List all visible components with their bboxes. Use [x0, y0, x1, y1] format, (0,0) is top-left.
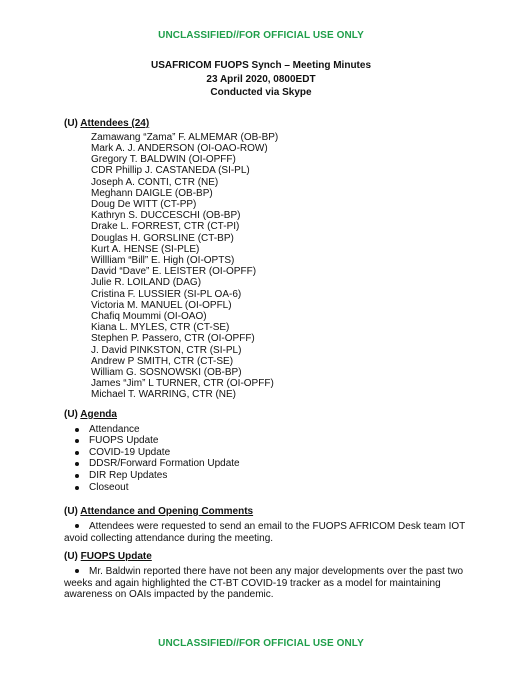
classification-banner-bottom: UNCLASSIFIED//FOR OFFICIAL USE ONLY: [158, 638, 364, 649]
attendee-name: Douglas H. GORSLINE (CT-BP): [91, 232, 234, 244]
fuops-paragraph: [64, 566, 484, 601]
bullet-icon: [75, 451, 79, 455]
attendee-name: Stephen P. Passero, CTR (OI-OPFF): [91, 333, 255, 345]
bullet-icon: [75, 462, 79, 466]
agenda-item: [64, 482, 484, 494]
agenda-section: [64, 409, 484, 493]
attendees-heading: [64, 118, 484, 130]
agenda-item: [64, 458, 484, 470]
bullet-icon: [75, 439, 79, 443]
fuops-heading: [64, 551, 484, 563]
bullet-icon: [75, 524, 79, 528]
attendee-name: CDR Phillip J. CASTANEDA (SI-PL): [91, 165, 250, 177]
attendee-name: Kiana L. MYLES, CTR (CT-SE): [91, 322, 230, 334]
agenda-item: [64, 424, 484, 436]
document-title-block: [0, 59, 522, 100]
attendance-text: Attendees were requested to send an email to the FUOPS AFRICOM Desk team IOT avoid collecting attendance during the meeting.: [64, 520, 466, 544]
attendees-heading-text: Attendees (24): [80, 118, 150, 129]
attendee-name: Andrew P SMITH, CTR (CT-SE): [91, 355, 234, 367]
attendee-list: [91, 132, 484, 401]
attendee-name: Zamawang “Zama” F. ALMEMAR (OB-BP): [91, 131, 279, 143]
bullet-icon: [75, 474, 79, 478]
attendee-name: Gregory T. BALDWIN (OI-OPFF): [91, 154, 236, 166]
attendee-name: Cristina F. LUSSIER (SI-PL OA-6): [91, 288, 242, 300]
agenda-heading-prefix: (U): [64, 409, 81, 420]
attendee-name: William G. SOSNOWSKI (OB-BP): [91, 366, 242, 378]
attendee-name: Meghann DAIGLE (OB-BP): [91, 187, 213, 199]
attendee-name: Doug De WITT (CT-PP): [91, 198, 197, 210]
agenda-item-label: FUOPS Update: [89, 435, 159, 447]
attendee-name: Willliam “Bill” E. High (OI-OPTS): [91, 254, 235, 266]
fuops-heading-text: FUOPS Update: [80, 551, 152, 562]
agenda-heading-text: Agenda: [80, 409, 117, 420]
agenda-item: [64, 470, 484, 482]
attendees-heading-prefix: (U): [64, 118, 81, 129]
attendance-heading-text: Attendance and Opening Comments: [80, 506, 254, 517]
bullet-icon: [75, 486, 79, 490]
attendee-name: Victoria M. MANUEL (OI-OPFL): [91, 299, 232, 311]
agenda-item-label: COVID-19 Update: [89, 446, 171, 458]
document-title: USAFRICOM FUOPS Synch – Meeting Minutes: [150, 60, 372, 71]
fuops-heading-prefix: (U): [64, 551, 81, 562]
attendance-heading: [64, 506, 484, 518]
agenda-item-label: DIR Rep Updates: [89, 470, 168, 482]
bullet-icon: [75, 428, 79, 432]
attendee-name: David “Dave” E. LEISTER (OI-OPFF): [91, 266, 257, 278]
attendee-name: Julie R. LOILAND (DAG): [91, 277, 202, 289]
meeting-medium: Conducted via Skype: [210, 87, 312, 98]
fuops-section: [64, 551, 484, 601]
attendees-section: [64, 118, 484, 401]
agenda-list: [64, 424, 484, 494]
attendee-name: Kurt A. HENSE (SI-PLE): [91, 243, 200, 255]
attendee-name: Drake L. FORREST, CTR (CT-PI): [91, 221, 240, 233]
agenda-item-label: DDSR/Forward Formation Update: [89, 458, 240, 470]
bullet-icon: [75, 569, 79, 573]
attendee-name: James “Jim” L TURNER, CTR (OI-OPFF): [91, 378, 274, 390]
attendee-name: Michael T. WARRING, CTR (NE): [91, 389, 237, 401]
agenda-heading: [64, 409, 484, 421]
meeting-date: 23 April 2020, 0800EDT: [206, 73, 316, 85]
attendee-name: Mark A. J. ANDERSON (OI-OAO-ROW): [91, 142, 268, 154]
attendee-name: Chafiq Moummi (OI-OAO): [91, 310, 207, 322]
attendance-paragraph: [64, 521, 484, 545]
agenda-item-label: Closeout: [89, 481, 129, 493]
attendance-heading-prefix: (U): [64, 506, 81, 517]
attendance-section: [64, 506, 484, 544]
agenda-item: [64, 447, 484, 459]
agenda-item: [64, 435, 484, 447]
attendee-name: J. David PINKSTON, CTR (SI-PL): [91, 344, 242, 356]
classification-banner-top: UNCLASSIFIED//FOR OFFICIAL USE ONLY: [158, 30, 364, 41]
fuops-text: Mr. Baldwin reported there have not been any major developments over the past two weeks and again highlighted the CT-BT COVID-19 tracker as a model for maintaining awareness on OAIs impacted by the pandemic.: [64, 565, 464, 601]
agenda-item-label: Attendance: [89, 423, 140, 435]
attendee-name: Kathryn S. DUCCESCHI (OB-BP): [91, 210, 241, 222]
attendee-name: Joseph A. CONTI, CTR (NE): [91, 176, 219, 188]
